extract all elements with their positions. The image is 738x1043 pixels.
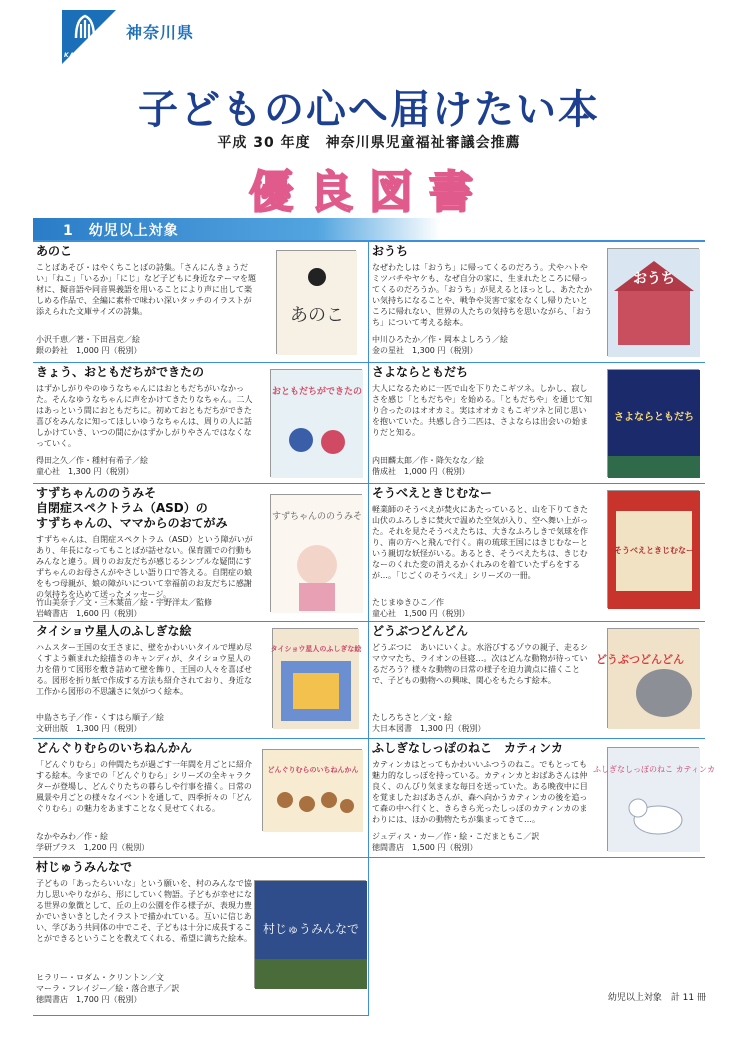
book-cover-image [276, 250, 356, 354]
book-publisher: 銀の鈴社 1,000 円（税別） [36, 346, 142, 355]
svg-text:どうぶつどんどん: どうぶつどんどん [596, 653, 684, 666]
book-title: どうぶつどんどん [372, 624, 469, 638]
book-entry [33, 363, 369, 484]
book-authors: たじまゆきひこ／作 [372, 598, 444, 607]
book-publisher: 徳間書店 1,700 円（税別） [36, 995, 142, 1004]
book-authors: 小沢千恵／著・下田昌克／絵 [36, 335, 140, 344]
book-cover-image [270, 628, 362, 728]
prefecture-logo [62, 10, 212, 66]
book-entry [33, 242, 369, 363]
book-authors: 内田麟太郎／作・降矢なな／絵 [372, 456, 484, 465]
book-description: ことばあそび・はやくちことばの詩集。「さんにんきょうだい」「ねこ」「いるか」「にじ」など子どもに身近なテーマを題材に、擬音語や同音異義語を用いることにより声に出して楽しめる作品で、全編に素朴で味わい深いタッチのイラストが添えられた文庫サイズの詩集。 [36, 263, 256, 316]
book-title: きょう、おともだちができたの [36, 365, 205, 379]
book-row [33, 363, 705, 484]
book-cover-image [596, 628, 699, 728]
prefecture-name: 神奈川県 [126, 23, 195, 42]
book-entry [33, 484, 369, 622]
book-description: なぜわたしは「おうち」に帰ってくるのだろう。犬やハトやミツバチやヤケも、なぜ自分の家に、生まれたところに帰ってくるのだろうか。「おうち」が見えるとほっとし、あたたかい気持ちになることや、戦争や災害で家をなくし帰りたいところに帰れない、世界の人たちの気持ちを思いながら、「おうち」について考える絵本。 [372, 263, 592, 327]
book-row [33, 858, 705, 1016]
book-grid [33, 240, 715, 1016]
book-publisher: 学研プラス 1,200 円（税別） [36, 843, 150, 852]
book-publisher: 童心社 1,300 円（税別） [36, 467, 134, 476]
book-description: 大人になるために一匹で山を下りたこギツネ。しかし、寂しさを感じ「ともだちや」を始める。「ともだちや」を通じて知り合ったのはオオカミ。実はオオカミもこギツネと同じ思いを抱いていた。共感し合う二匹は、さよならは出会いの始まりだと知る。 [372, 384, 592, 437]
book-authors: 中島さち子／作・くすはら順子／絵 [36, 713, 164, 722]
svg-text:おうち: おうち [633, 271, 675, 287]
book-publisher: 金の星社 1,300 円（税別） [372, 346, 478, 355]
book-authors: 中川ひろたか／作・岡本よしろう／絵 [372, 335, 508, 344]
svg-text:どんぐりむらのいちねんかん: どんぐりむらのいちねんかん [267, 766, 359, 774]
book-authors: たしろちさと／文・絵 [372, 713, 452, 722]
page-subtitle: 平成 30 年度 神奈川県児童福祉審議会推薦 [217, 135, 521, 151]
svg-text:タイショウ星人のふしぎな絵: タイショウ星人のふしぎな絵 [270, 645, 362, 653]
book-title: おうち [372, 244, 409, 258]
svg-text:すずちゃんののうみそ: すずちゃんののうみそ [271, 512, 363, 522]
prefecture-emblem-icon [70, 14, 100, 40]
book-cover-image [262, 749, 362, 831]
book-description: どうぶつに あいにいくよ。水浴びするゾウの親子、走るシマウマたち、ライオンの昼寝…。次はどんな動物が待っているだろう？様々な動物の日常の様子を迫力満点に描くことで、子どもの動物への興味、関心をもたらす絵本。 [372, 643, 588, 685]
book-description: ハムスター王国の女王さまに、壁をかわいいタイルで埋め尽くすよう頼まれた絵描きのキャンディが、タイショウ星人の力を借りて図形を敷き詰めて壁を飾り、王国の人々を喜ばせる。図形を折り紙で作成する方法も紹介されており、身近な工作から図形の不思議さに気がつく絵本。 [36, 643, 252, 696]
svg-text:さよならともだち: さよならともだち [614, 412, 694, 423]
book-cover-image [607, 490, 699, 608]
svg-text:村じゅうみんなで: 村じゅうみんなで [262, 922, 360, 936]
book-description: 軽業師のそうべえが焚火にあたっていると、山を下りてきた山伏のふろしきに焚火で温めた空気が入り、空へ舞い上がった。それを見たそうべえたちは、大きなふろしきで気球を作り、南の方へと飛んで行く。南の琉球王国にはきじむなーという親切な妖怪がいる。あるとき、そうべえたちは、きじむなーのくれた変の消えるかくれみのを着ていたずらをするが…。「じごくのそうべえ」シリーズの一冊。 [372, 505, 588, 580]
book-authors: 竹山美奈子／文・三木葉苗／絵・宇野洋太／監修 [36, 598, 212, 607]
section-title: 1 幼児以上対象 [63, 223, 179, 239]
award-label: 優良図書 [249, 167, 489, 218]
book-row [33, 242, 705, 363]
book-row [33, 484, 705, 622]
svg-text:ふしぎなしっぽのねこ カティンカ: ふしぎなしっぽのねこ カティンカ [593, 765, 715, 774]
book-publisher: 偕成社 1,000 円（税別） [372, 467, 470, 476]
book-title: どんぐりむらのいちねんかん [36, 741, 193, 755]
book-title: さよならともだち [372, 365, 469, 379]
book-cover-image [593, 747, 715, 851]
book-cover-image [254, 880, 366, 988]
book-entry [33, 739, 369, 858]
book-description: すずちゃんは、自閉症スペクトラム（ASD）という障がいがあり、年長になってもことばが話せない。保育園での行動もみんなと違う。周りのお友だちが感じるシンプルな疑問にすずちゃんのお母さんがやさしい語り口で答える。自閉症の娘をもつ母親が、娘の障がいについて幸福前のお友だちに感謝の気持ちを込めて送ったメッセージ。 [36, 535, 253, 599]
page-title: 子どもの心へ届けたい本 [138, 87, 600, 133]
book-authors: なかやみわ／作・絵 [36, 832, 108, 841]
book-entry [33, 858, 369, 1016]
book-description: 「どんぐりむら」の仲間たちが過ごす一年間を月ごとに紹介する絵本。今までの「どんぐりむら」シリーズの全キャラクターが登場し、どんぐりたちの暮らしや行事を描く。日常の風景や月ごとの様々なイベントを通して、四季折々の「どんぐりむら」の魅力をあますことなく見せてくれる。 [36, 760, 252, 813]
footer-count: 幼児以上対象 計 11 冊 [607, 993, 706, 1003]
section-header [33, 218, 440, 240]
book-cover-image [607, 369, 699, 477]
book-row [33, 739, 715, 858]
book-description: はずかしがりやのゆうなちゃんにはおともだちがいなかった。そんなゆうなちゃんに声をかけてきたりなちゃん。二人はあっという間におともだちに。初めておともだちができた喜びをみんなに知ってほしいゆうなちゃんは、周りの人に話しかけていき、いつの間にかはずかしがりやさんではなくなっていく。 [36, 384, 253, 448]
book-cover-image [607, 248, 699, 356]
book-title: あのこ [36, 244, 73, 258]
svg-text:そうべえときじむなー: そうべえときじむなー [614, 546, 694, 555]
book-title: ふしぎなしっぽのねこ カティンカ [372, 741, 564, 755]
book-title: すずちゃんののうみそ 自閉症スペクトラム（ASD）の すずちゃんの、ママからのおてがみ [36, 486, 228, 530]
book-cover-image [270, 494, 362, 612]
book-entry [369, 363, 705, 484]
book-publisher: 童心社 1,500 円（税別） [372, 609, 470, 618]
book-entry [369, 622, 705, 739]
book-entry [369, 484, 705, 622]
book-cover-image [270, 369, 362, 477]
book-description: カティンカはとってもかわいいふつうのねこ。でもとっても魅力的なしっぽを持っている。カティンカとおばあさんは仲良く、のんびり気ままな毎日を送っていた。ある晩夜中に目を覚ましたおばあさんが、森へ向かうカティンカの後を追って森の中へ行くと、きらきら光ったしっぽのカティンカのまわりには、ほかの動物たちが集まってきて…。 [372, 760, 588, 824]
book-publisher: 徳間書店 1,500 円（税別） [372, 843, 478, 852]
book-entry [369, 242, 705, 363]
book-title: 村じゅうみんなで [36, 860, 133, 874]
book-entry [369, 739, 715, 858]
book-row [33, 622, 705, 739]
book-description: 子どもの「あったらいいな」という願いを、村のみんなで協力し思いやりながら、形にしていく物語。子どもが幸せになる世界の象徴として、丘の上の公園を作る様子が、表現力豊かでいきいきとしたイラストで描かれている。互いに信じあい、学びあう共同体の中でこそ、子どもは十分に成長することができるということを教えてくれる、希望に満ちた絵本。 [36, 879, 252, 943]
book-publisher: 岩崎書店 1,600 円（税別） [36, 609, 142, 618]
book-publisher: 文研出版 1,300 円（税別） [36, 724, 142, 733]
book-publisher: 大日本図書 1,300 円（税別） [372, 724, 486, 733]
logo-caption: KANAGAWA [64, 52, 112, 59]
book-authors: 得田之久／作・種村有希子／絵 [36, 456, 148, 465]
svg-text:おともだちができたの: おともだちができたの [271, 387, 363, 397]
svg-text:あのこ: あのこ [290, 305, 344, 326]
book-entry [33, 622, 369, 739]
book-authors: ヒラリー・ロダム・クリントン／文 マーラ・フレイジー／絵・落合恵子／訳 [36, 973, 180, 993]
book-title: そうべえときじむなー [372, 486, 493, 500]
book-authors: ジュディス・カー／作・絵・こだまともこ／訳 [372, 832, 540, 841]
book-title: タイショウ星人のふしぎな絵 [36, 624, 192, 638]
